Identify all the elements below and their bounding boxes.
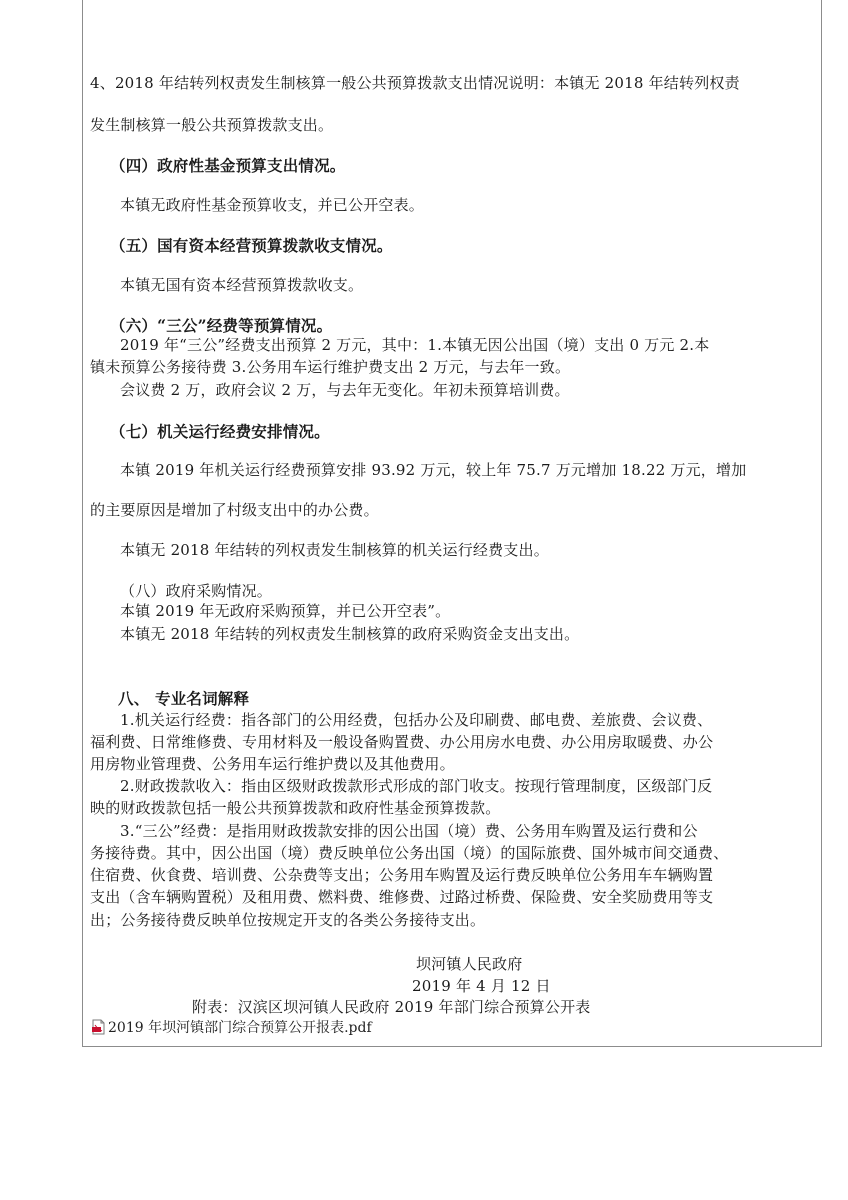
paragraph-line: 本镇 2019 年机关运行经费预算安排 93.92 万元，较上年 75.7 万元增加 18.22 万元，增加 [120, 461, 747, 479]
paragraph-line: 发生制核算一般公共预算拨款支出。 [90, 116, 334, 134]
paragraph-line: 支出（含车辆购置税）及租用费、燃料费、维修费、过路过桥费、保险费、安全奖励费用等支 [90, 888, 714, 906]
paragraph-line: 本镇无 2018 年结转的列权责发生制核算的政府采购资金支出支出。 [120, 625, 580, 643]
paragraph-line: 3.“三公”经费：是指用财政拨款安排的因公出国（境）费、公务用车购置及运行费和公 [120, 822, 698, 840]
paragraph-line: 的主要原因是增加了村级支出中的办公费。 [90, 501, 379, 519]
section-heading: （八）政府采购情况。 [120, 582, 273, 600]
paragraph-line: 本镇无政府性基金预算收支，并已公开空表。 [120, 196, 425, 214]
signature-date: 2019 年 4 月 12 日 [412, 977, 551, 995]
paragraph-line: 福利费、日常维修费、专用材料及一般设备购置费、办公用房水电费、办公用房取暖费、办公 [90, 733, 714, 751]
signature-organization: 坝河镇人民政府 [416, 955, 523, 973]
pdf-file-icon [92, 1019, 105, 1035]
paragraph-line: 2019 年“三公”经费支出预算 2 万元，其中：1.本镇无因公出国（境）支出 0 万元 2.本 [120, 336, 710, 354]
section-heading: （五）国有资本经营预算拨款收支情况。 [110, 236, 393, 255]
paragraph-line: 4、2018 年结转列权责发生制核算一般公共预算拨款支出情况说明：本镇无 2018 年结转列权责 [90, 74, 740, 92]
paragraph-line: 1.机关运行经费：指各部门的公用经费，包括办公及印刷费、邮电费、差旅费、会议费、 [120, 711, 713, 729]
paragraph-line: 镇未预算公务接待费 3.公务用车运行维护费支出 2 万元，与去年一致。 [90, 358, 571, 376]
paragraph-line: 出；公务接待费反映单位按规定开支的各类公务接待支出。 [90, 911, 486, 929]
paragraph-line: 映的财政拨款包括一般公共预算拨款和政府性基金预算拨款。 [90, 799, 501, 817]
section-heading: （七）机关运行经费安排情况。 [110, 422, 330, 441]
attachment-label[interactable]: 2019 年坝河镇部门综合预算公开报表.pdf [108, 1020, 372, 1036]
section-heading: （四）政府性基金预算支出情况。 [110, 156, 346, 175]
section-heading: （六）“三公”经费等预算情况。 [110, 316, 333, 335]
paragraph-line: 本镇无国有资本经营预算拨款收支。 [120, 276, 364, 294]
paragraph-line: 本镇无 2018 年结转的列权责发生制核算的机关运行经费支出。 [120, 541, 549, 559]
appendix-note: 附表：汉滨区坝河镇人民政府 2019 年部门综合预算公开表 [192, 998, 591, 1016]
paragraph-line: 务接待费。其中，因公出国（境）费反映单位公务出国（境）的国际旅费、国外城市间交通费、 [90, 844, 729, 862]
paragraph-line: 本镇 2019 年无政府采购预算，并已公开空表”。 [120, 602, 451, 620]
paragraph-line: 会议费 2 万，政府会议 2 万，与去年无变化。年初未预算培训费。 [120, 381, 570, 399]
section-heading: 八、 专业名词解释 [118, 689, 250, 708]
paragraph-line: 用房物业管理费、公务用车运行维护费以及其他费用。 [90, 755, 455, 773]
paragraph-line: 住宿费、伙食费、培训费、公杂费等支出；公务用车购置及运行费反映单位公务用车车辆购置 [90, 866, 714, 884]
attachment-link[interactable] [92, 1017, 372, 1037]
paragraph-line: 2.财政拨款收入：指由区级财政拨款形式形成的部门收支。按现行管理制度，区级部门反 [120, 777, 713, 795]
